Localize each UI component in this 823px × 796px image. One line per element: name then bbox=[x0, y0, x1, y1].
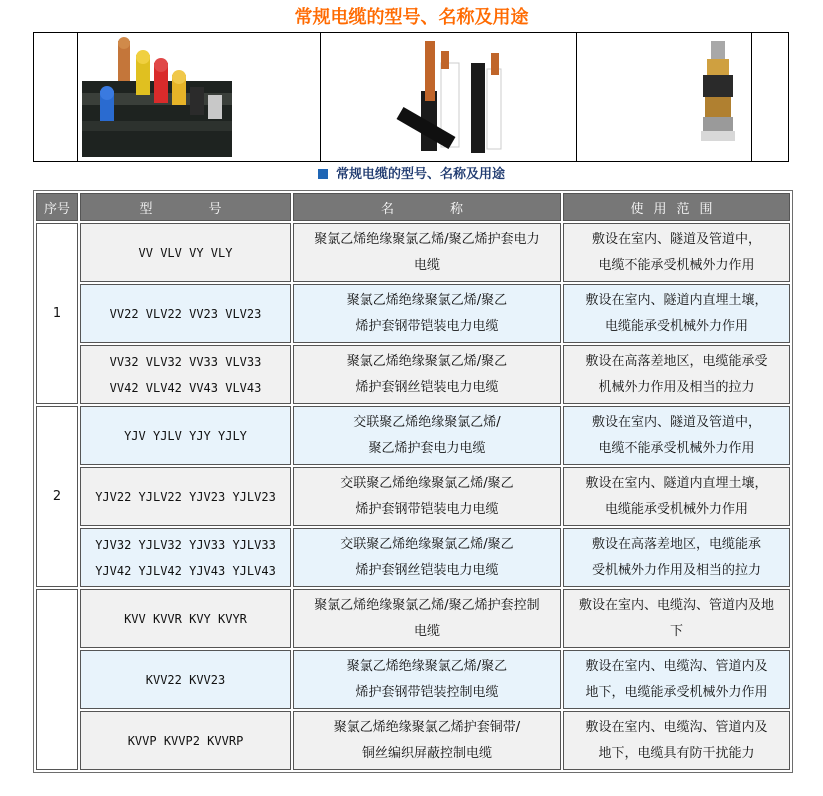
name-cell-line: 交联聚乙烯绝缘聚氯乙烯/聚乙 bbox=[340, 536, 514, 552]
model-cell-line: YJV42 YJLV42 YJV43 YJLV43 bbox=[95, 563, 276, 578]
row-number: 1 bbox=[36, 223, 78, 404]
table-row bbox=[36, 467, 790, 526]
name-cell-line: 烯护套钢带铠装电力电缆 bbox=[355, 501, 499, 517]
photo-strip bbox=[33, 32, 789, 162]
usage-cell bbox=[563, 589, 790, 648]
usage-cell-line: 敷设在室内、电缆沟、管道内及 bbox=[585, 658, 768, 674]
header-name: 名 称 bbox=[293, 193, 561, 221]
name-cell bbox=[293, 406, 561, 465]
usage-cell bbox=[563, 528, 790, 587]
name-cell-line: 聚氯乙烯绝缘聚氯乙烯/聚乙烯护套控制 bbox=[314, 597, 540, 613]
single-core-cable-photo bbox=[321, 33, 578, 161]
model-cell bbox=[80, 467, 291, 526]
model-cell bbox=[80, 528, 291, 587]
name-cell-line: 烯护套钢带铠装电力电缆 bbox=[355, 318, 499, 334]
usage-cell-line: 电缆不能承受机械外力作用 bbox=[598, 257, 755, 273]
row-number bbox=[36, 589, 78, 770]
name-cell bbox=[293, 589, 561, 648]
usage-cell-line: 电缆不能承受机械外力作用 bbox=[598, 440, 755, 456]
table-row bbox=[36, 711, 790, 770]
usage-cell bbox=[563, 406, 790, 465]
model-cell-line: VV32 VLV32 VV33 VLV33 bbox=[109, 354, 262, 369]
photo-spacer-left bbox=[34, 33, 78, 161]
name-cell-line: 烯护套钢丝铠装电力电缆 bbox=[355, 379, 499, 395]
usage-cell-line: 受机械外力作用及相当的拉力 bbox=[591, 562, 761, 578]
name-cell-line: 聚乙烯护套电力电缆 bbox=[368, 440, 486, 456]
model-cell-line: KVV KVVR KVY KVYR bbox=[124, 611, 247, 626]
name-cell-line: 聚氯乙烯绝缘聚氯乙烯/聚乙 bbox=[346, 353, 508, 369]
usage-cell bbox=[563, 223, 790, 282]
usage-cell-line: 地下，电缆能承受机械外力作用 bbox=[585, 684, 768, 700]
usage-cell-line: 敷设在室内、隧道及管道中， bbox=[591, 414, 761, 430]
table-row bbox=[36, 528, 790, 587]
model-cell bbox=[80, 711, 291, 770]
name-cell bbox=[293, 650, 561, 709]
model-cell-line: KVVP KVVP2 KVVRP bbox=[127, 733, 244, 748]
usage-cell-line: 敷设在室内、隧道内直埋土壤， bbox=[585, 475, 768, 491]
usage-cell-line: 敷设在高落差地区，电缆能承受 bbox=[585, 353, 768, 369]
usage-cell bbox=[563, 650, 790, 709]
section-heading-text: 常规电缆的型号、名称及用途 bbox=[335, 167, 505, 182]
model-cell bbox=[80, 406, 291, 465]
usage-cell-line: 地下，电缆具有防干扰能力 bbox=[598, 745, 755, 761]
usage-cell-line: 电缆能承受机械外力作用 bbox=[604, 501, 748, 517]
model-cell bbox=[80, 650, 291, 709]
name-cell bbox=[293, 467, 561, 526]
usage-cell-line: 敷设在室内、电缆沟、管道内及地 bbox=[578, 597, 774, 613]
usage-cell bbox=[563, 284, 790, 343]
model-cell-line: VV VLV VY VLY bbox=[138, 245, 233, 260]
name-cell bbox=[293, 345, 561, 404]
table-row bbox=[36, 406, 790, 465]
square-bullet-icon bbox=[318, 169, 328, 179]
usage-cell-line: 敷设在室内、隧道及管道中， bbox=[591, 231, 761, 247]
name-cell-line: 聚氯乙烯绝缘聚氯乙烯护套铜带/ bbox=[333, 719, 521, 735]
name-cell-line: 聚氯乙烯绝缘聚氯乙烯/聚乙 bbox=[346, 292, 508, 308]
photo-spacer-right bbox=[752, 33, 788, 161]
table-row bbox=[36, 284, 790, 343]
name-cell bbox=[293, 711, 561, 770]
model-cell bbox=[80, 223, 291, 282]
model-cell-line: YJV YJLV YJY YJLY bbox=[124, 428, 247, 443]
name-cell-line: 电缆 bbox=[413, 257, 440, 273]
name-cell-line: 交联聚乙烯绝缘聚氯乙烯/聚乙 bbox=[340, 475, 514, 491]
usage-cell-line: 电缆能承受机械外力作用 bbox=[604, 318, 748, 334]
usage-cell-line: 敷设在高落差地区，电缆能承 bbox=[591, 536, 761, 552]
row-number: 2 bbox=[36, 406, 78, 587]
usage-cell bbox=[563, 711, 790, 770]
table-body bbox=[36, 223, 790, 770]
model-cell bbox=[80, 345, 291, 404]
name-cell-line: 烯护套钢带铠装控制电缆 bbox=[355, 684, 499, 700]
name-cell bbox=[293, 528, 561, 587]
multi-core-cable-photo bbox=[78, 33, 321, 161]
header-usage: 使用范围 bbox=[563, 193, 790, 221]
name-cell-line: 电缆 bbox=[413, 623, 440, 639]
name-cell-line: 铜丝编织屏蔽控制电缆 bbox=[361, 745, 492, 761]
table-row bbox=[36, 345, 790, 404]
armored-cable-photo bbox=[577, 33, 752, 161]
table-row bbox=[36, 650, 790, 709]
model-cell-line: YJV32 YJLV32 YJV33 YJLV33 bbox=[95, 537, 276, 552]
table-row bbox=[36, 589, 790, 648]
table-row bbox=[36, 223, 790, 282]
page-title: 常规电缆的型号、名称及用途 bbox=[294, 7, 529, 28]
table-header-row bbox=[36, 193, 790, 221]
header-num: 序号 bbox=[36, 193, 78, 221]
name-cell-line: 烯护套钢丝铠装电力电缆 bbox=[355, 562, 499, 578]
usage-cell-line: 敷设在室内、隧道内直埋土壤， bbox=[585, 292, 768, 308]
name-cell-line: 聚氯乙烯绝缘聚氯乙烯/聚乙烯护套电力 bbox=[314, 231, 540, 247]
usage-cell-line: 机械外力作用及相当的拉力 bbox=[598, 379, 755, 395]
model-cell-line: KVV22 KVV23 bbox=[145, 672, 226, 687]
model-cell-line: YJV22 YJLV22 YJV23 YJLV23 bbox=[95, 489, 276, 504]
usage-cell-line: 敷设在室内、电缆沟、管道内及 bbox=[585, 719, 768, 735]
usage-cell bbox=[563, 345, 790, 404]
name-cell bbox=[293, 284, 561, 343]
usage-cell-line: 下 bbox=[669, 623, 683, 639]
name-cell bbox=[293, 223, 561, 282]
model-cell bbox=[80, 589, 291, 648]
model-cell-line: VV42 VLV42 VV43 VLV43 bbox=[109, 380, 262, 395]
model-cell bbox=[80, 284, 291, 343]
name-cell-line: 聚氯乙烯绝缘聚氯乙烯/聚乙 bbox=[346, 658, 508, 674]
usage-cell bbox=[563, 467, 790, 526]
model-cell-line: VV22 VLV22 VV23 VLV23 bbox=[109, 306, 262, 321]
section-heading bbox=[0, 165, 823, 185]
cable-table bbox=[33, 190, 793, 773]
header-model: 型 号 bbox=[80, 193, 291, 221]
name-cell-line: 交联聚乙烯绝缘聚氯乙烯/ bbox=[353, 414, 501, 430]
